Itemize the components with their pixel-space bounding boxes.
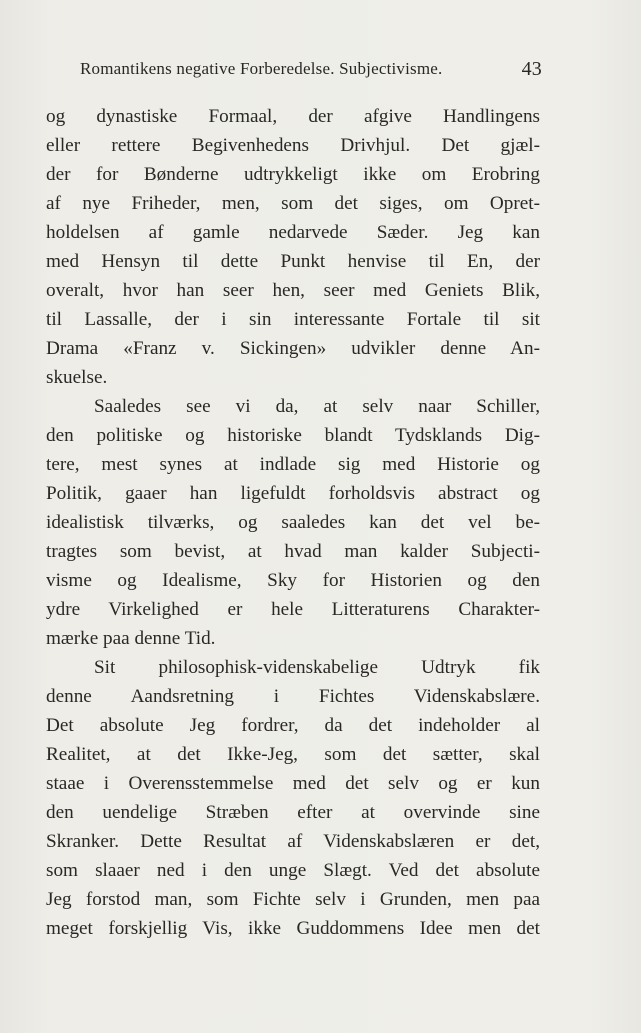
text-line: skuelse. [46,367,108,388]
text-line: til Lassalle, der i sin interessante Fortale til sit [46,309,540,330]
text-line: den politiske og historiske blandt Tydsklands Dig- [46,425,540,446]
running-title: Romantikens negative Forberedelse. Subjectivisme. [80,59,443,78]
text-line: denne Aandsretning i Fichtes Videnskabslære. [46,686,540,707]
page-number: 43 [521,58,542,80]
text-line: Realitet, at det Ikke-Jeg, som det sætter, skal [46,744,540,765]
text-line: Drama «Franz v. Sickingen» udvikler denne An- [46,338,540,359]
paragraph-first-line: Sit philosophisk-videnskabelige Udtryk fik [94,657,540,678]
text-line: som slaaer ned i den unge Slægt. Ved det absolute [46,860,540,881]
text-line: Politik, gaaer han ligefuldt forholdsvis abstract og [46,483,540,504]
text-line: staae i Overensstemmelse med det selv og er kun [46,773,540,794]
paragraph-first-line: Saaledes see vi da, at selv naar Schiller, [94,396,540,417]
text-line: Skranker. Dette Resultat af Videnskabslæren er det, [46,831,540,852]
text-line: der for Bønderne udtrykkeligt ikke om Erobring [46,164,540,185]
text-line: med Hensyn til dette Punkt henvise til En, der [46,251,540,272]
text-line: eller rettere Begivenhedens Drivhjul. Det gjæl- [46,135,540,156]
text-line: den uendelige Stræben efter at overvinde sine [46,802,540,823]
text-line: og dynastiske Formaal, der afgive Handlingens [46,106,540,127]
running-head [80,56,542,82]
text-line: overalt, hvor han seer hen, seer med Geniets Blik, [46,280,540,301]
text-line: idealistisk tilværks, og saaledes kan det vel be- [46,512,540,533]
text-line: tere, mest synes at indlade sig med Historie og [46,454,540,475]
text-line: af nye Friheder, men, som det siges, om Opret- [46,193,540,214]
text-line: holdelsen af gamle nedarvede Sæder. Jeg kan [46,222,540,243]
text-line: meget forskjellig Vis, ikke Guddommens Idee men det [46,918,540,939]
text-line: Det absolute Jeg fordrer, da det indeholder al [46,715,540,736]
text-line: tragtes som bevist, at hvad man kalder Subjecti- [46,541,540,562]
text-line: visme og Idealisme, Sky for Historien og den [46,570,540,591]
text-line: mærke paa denne Tid. [46,628,216,649]
text-line: ydre Virkelighed er hele Litteraturens Charakter- [46,599,540,620]
text-line: Jeg forstod man, som Fichte selv i Grunden, men paa [46,889,540,910]
body-text [46,102,540,943]
